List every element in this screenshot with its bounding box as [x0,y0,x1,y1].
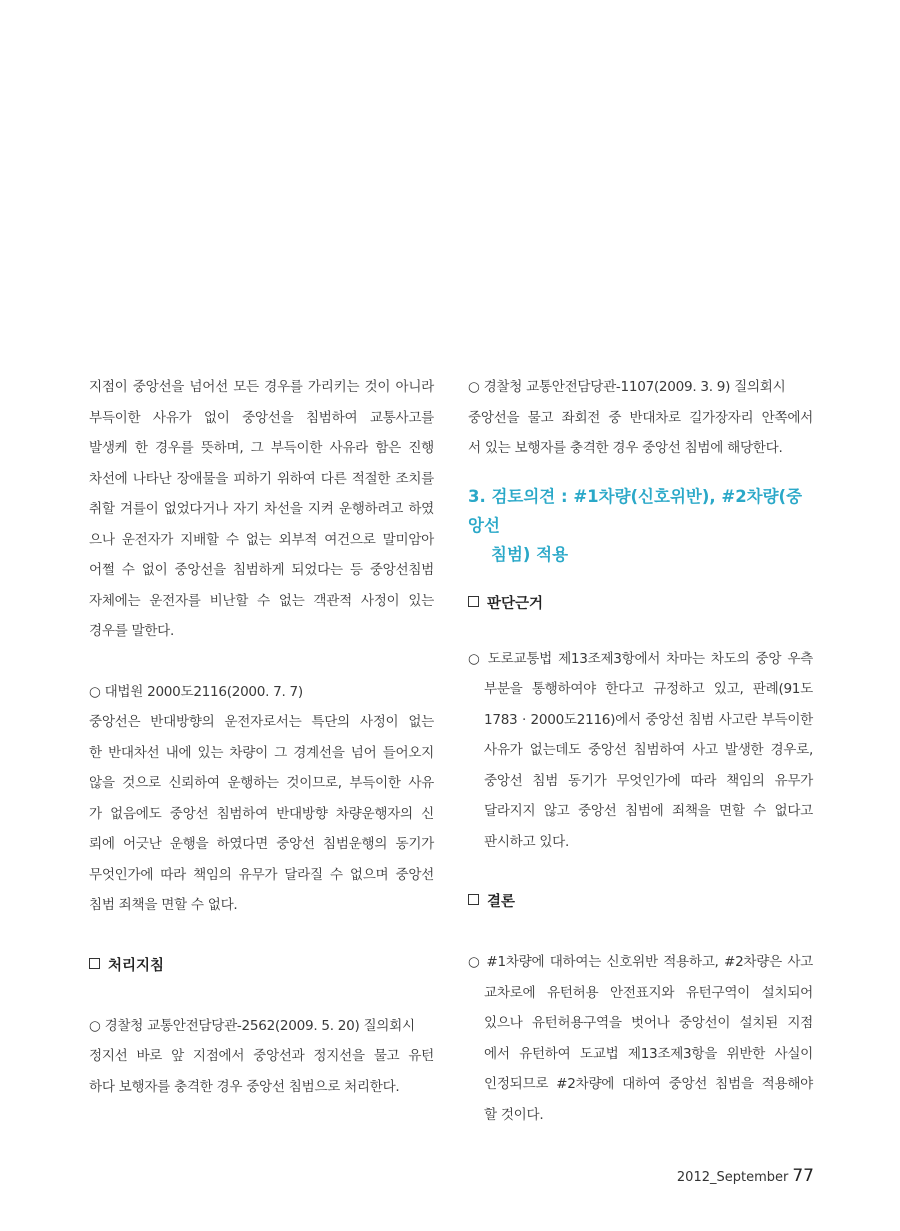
text-line: 무엇인가에 따라 책임의 유무가 달라질 수 없으며 중앙선 [89,866,434,883]
text-line: 중앙선 침범 동기가 무엇인가에 따라 책임의 유무가 [484,772,813,789]
text-line: 어쩔 수 없이 중앙선을 침범하게 되었다는 등 중앙선침범 [89,562,434,578]
paragraph-police-reply-2562 [89,1011,434,1103]
text-line: 교차로에 유턴허용 안전표지와 유턴구역이 설치되어 [484,984,813,1001]
text-line: 인정되므로 #2차량에 대하여 중앙선 침범을 적용해야 [484,1076,813,1092]
text-line: 차선에 나타난 장애물을 피하기 위하여 다른 적절한 조치를 [89,470,434,487]
issue-label: 2012_September [676,1170,789,1185]
case-citation: ○ 대법원 2000도2116(2000. 7. 7) [89,683,303,700]
paragraph-police-reply-1107 [468,372,813,464]
text-line: 경우를 말한다. [89,623,175,639]
text-line: 있으나 유턴허용구역을 벗어나 중앙선이 설치된 지점 [484,1015,813,1031]
review-opinion-heading: 3. 검토의견 : #1차량(신호위반), #2차량(중앙선 침범) 적용 [468,486,803,564]
text-line: 할 것이다. [484,1106,544,1123]
square-bullet-icon [89,958,100,969]
text-line: 가 없음에도 중앙선 침범하여 반대방향 차량운행자의 신 [89,805,434,822]
section-heading-processing-guideline: 처리지침 [89,951,434,981]
text-line: 사유가 없는데도 중앙선 침범하여 사고 발생한 경우로, [484,742,813,758]
section-heading-basis: 판단근거 [468,589,813,619]
text-line: ○ 도로교통법 제13조제3항에서 차마는 차도의 중앙 우측 [468,650,813,667]
left-column [89,372,434,1102]
section-heading-conclusion: 결론 [468,887,813,917]
text-line: 침범 죄책을 면할 수 없다. [89,897,238,913]
text-line: 하다 보행자를 충격한 경우 중앙선 침범으로 처리한다. [89,1078,400,1095]
text-line: 중앙선을 물고 좌회전 중 반대차로 길가장자리 안쪽에서 [468,409,813,426]
page-number: 77 [792,1166,814,1186]
text-line: 판시하고 있다. [484,833,570,850]
text-line: 뢰에 어긋난 운행을 하였다면 중앙선 침범운행의 동기가 [89,836,434,852]
text-line: 서 있는 보행자를 충격한 경우 중앙선 침범에 해당한다. [468,440,783,456]
paragraph-basis [468,644,813,858]
text-line: 않을 것으로 신뢰하여 운행하는 것이므로, 부득이한 사유 [89,775,434,791]
text-line: 중앙선은 반대방향의 운전자로서는 특단의 사정이 없는 [89,714,434,730]
case-citation: ○ 경찰청 교통안전담당관-2562(2009. 5. 20) 질의회시 [89,1017,415,1034]
text-line: ○ #1차량에 대하여는 신호위반 적용하고, #2차량은 사고 [468,954,813,970]
text-line: 으나 운전자가 지배할 수 없는 외부적 여건으로 말미암아 [89,531,434,548]
text-line: 자체에는 운전자를 비난할 수 없는 객관적 사정이 있는 [89,592,434,609]
text-line: 달라지지 않고 중앙선 침범에 죄책을 면할 수 없다고 [484,803,813,819]
paragraph-definition [89,372,434,647]
text-line: 부득이한 사유가 없이 중앙선을 침범하여 교통사고를 [89,409,434,426]
text-line: 에서 유턴하여 도교법 제13조제3항을 위반한 사실이 [484,1045,813,1062]
paragraph-supreme-court [89,677,434,921]
text-line: 취할 겨를이 없었다거나 자기 차선을 지켜 운행하려고 하였 [89,501,434,517]
text-line: 지점이 중앙선을 넘어선 모든 경우를 가리키는 것이 아니라 [89,379,434,395]
right-column [468,372,813,1130]
text-line: 정지선 바로 앞 지점에서 중앙선과 정지선을 물고 유턴 [89,1048,434,1064]
square-bullet-icon [468,894,479,905]
text-line: 발생케 한 경우를 뜻하며, 그 부득이한 사유라 함은 진행 [89,440,434,456]
page-footer [677,1166,814,1186]
case-citation: ○ 경찰청 교통안전담당관-1107(2009. 3. 9) 질의회시 [468,379,786,395]
text-line: 1783 · 2000도2116)에서 중앙선 침범 사고란 부득이한 [484,711,813,728]
text-line: 한 반대차선 내에 있는 차량이 그 경계선을 넘어 들어오지 [89,744,434,761]
square-bullet-icon [468,596,479,607]
text-line: 부분을 통행하여야 한다고 규정하고 있고, 판례(91도 [484,681,813,697]
paragraph-conclusion [468,947,813,1130]
